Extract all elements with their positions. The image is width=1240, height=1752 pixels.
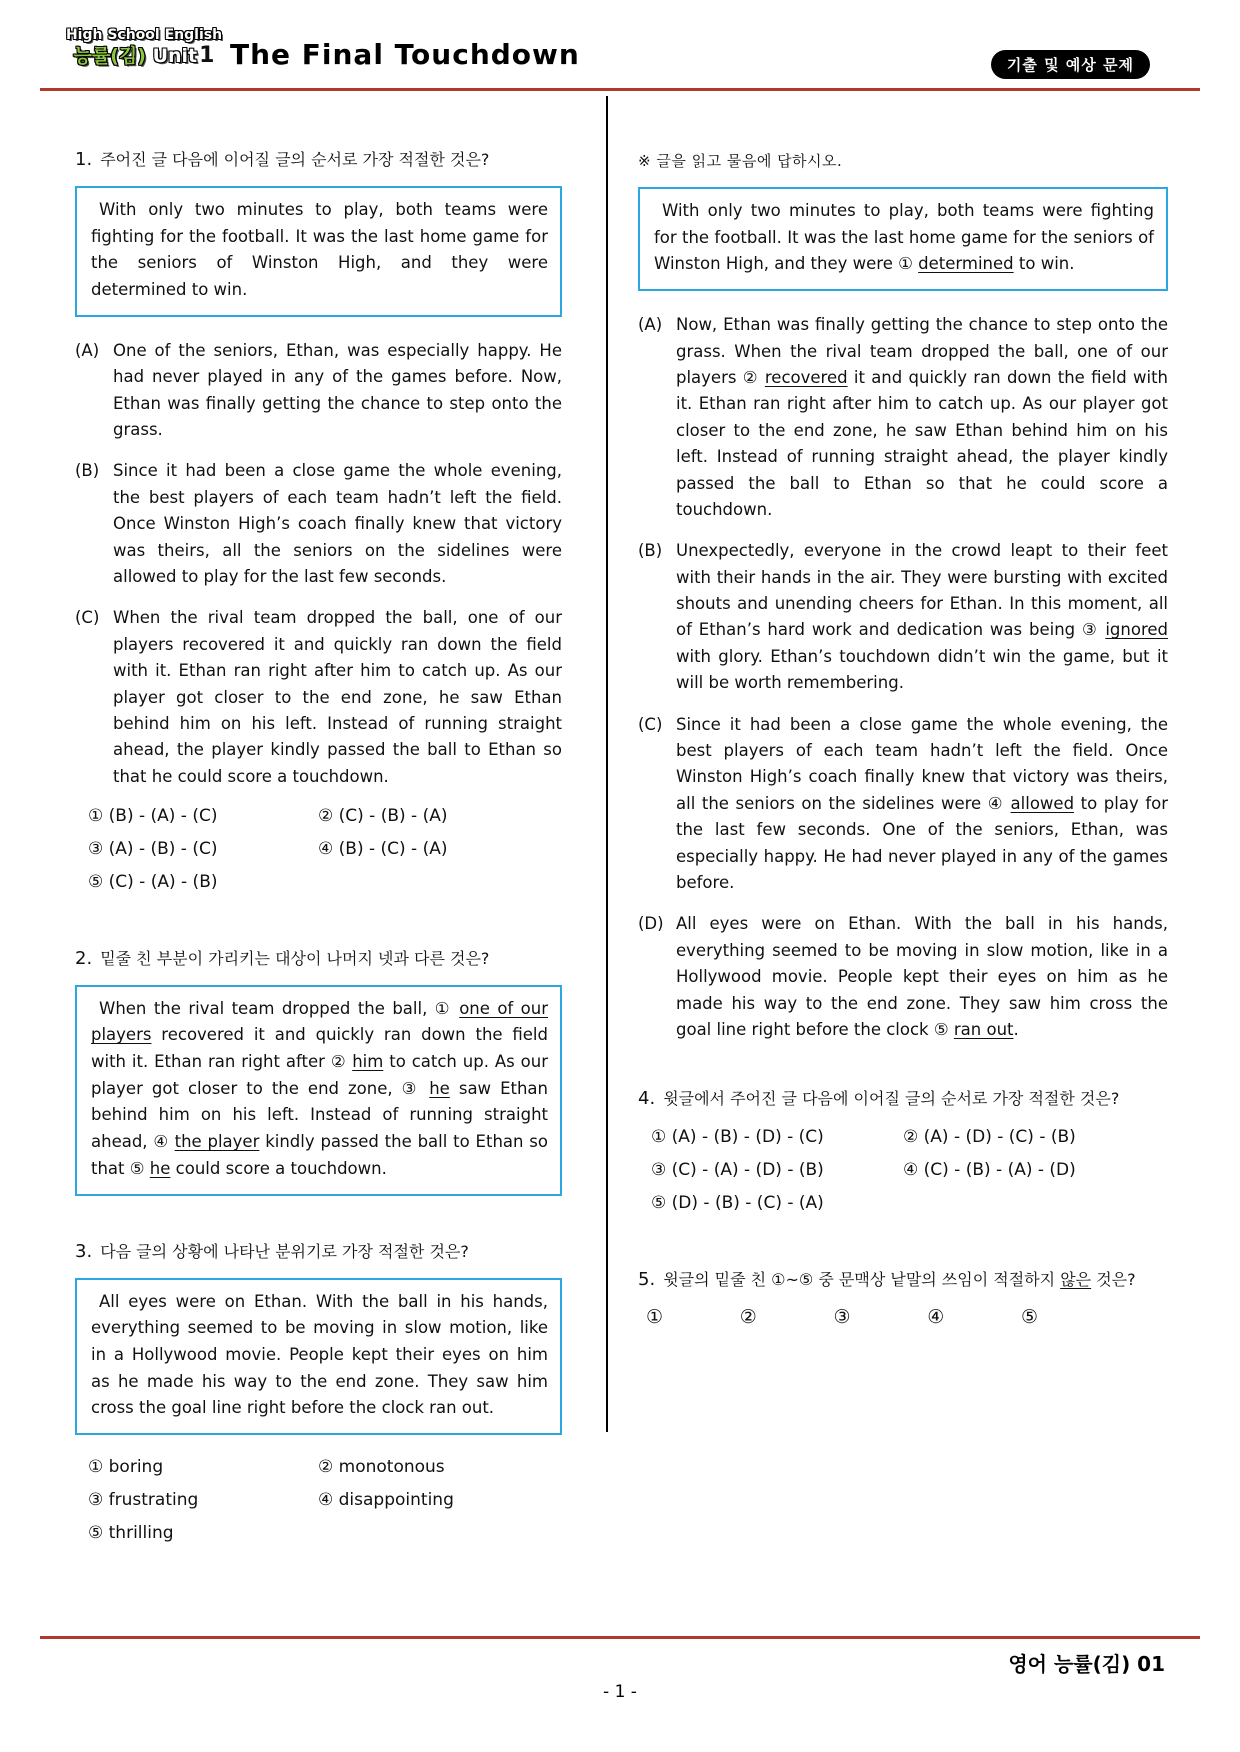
question-2-header [75, 945, 562, 972]
option-4: ④ [927, 1305, 945, 1328]
option-2: ② (A) - (D) - (C) - (B) [903, 1127, 1076, 1148]
paragraph-label: (B) [75, 461, 100, 481]
option-2: ② monotonous [318, 1457, 445, 1478]
paragraph-text: Since it had been a close game the whole evening, the best players of each team hadn’t left the field. Once Winston High’s coach finally knew that victory was theirs, all the seniors on the sidelines were ④ allowed to play for the last few seconds. One of the seniors, Ethan, was especially happy. He had never played in any of the games before. [676, 714, 1169, 892]
question-4 [638, 1085, 1168, 1215]
question-number: 4. [638, 1088, 656, 1110]
footer-book-label: 영어 능률(김) 01 [1008, 1652, 1165, 1676]
ordered-paragraph-D [638, 911, 1168, 1043]
option-4: ④ (B) - (C) - (A) [318, 838, 448, 859]
question-prompt: 주어진 글 다음에 이어질 글의 순서로 가장 적절한 것은? [100, 150, 490, 169]
question-4-header [638, 1085, 1168, 1112]
ordered-paragraph-A [638, 312, 1168, 523]
question-number: 3. [75, 1240, 93, 1262]
paragraph-label: (C) [638, 714, 663, 734]
page-title: The Final Touchdown [230, 38, 580, 71]
question-3-options [75, 1456, 562, 1545]
option-3: ③ [833, 1305, 851, 1328]
paragraph-text: One of the seniors, Ethan, was especially happy. He had never played in any of the games before. Now, Ethan was finally getting the chance to step onto the grass. [113, 340, 562, 440]
option-1: ① boring [88, 1457, 164, 1478]
option-2: ② [739, 1305, 757, 1328]
logo-unit-label: Unit [152, 45, 198, 68]
option-3: ③ (A) - (B) - (C) [88, 838, 218, 859]
left-column [75, 146, 562, 1546]
logo-unit-number: 1 [199, 43, 215, 69]
paragraph-text: When the rival team dropped the ball, one of our players recovered it and quickly ran down the field with it. Ethan ran right after him to catch up. As our player got closer to the end zone, he saw Ethan behind him on his left. Instead of running straight ahead, the player kindly passed the ball to Ethan so that he could score a touchdown. [113, 608, 562, 786]
header-rule [40, 88, 1200, 91]
option-5: ⑤ thrilling [88, 1522, 174, 1543]
question-3-header [75, 1238, 562, 1265]
passage-box: With only two minutes to play, both teams were fighting for the football. It was the last home game for the seniors of Winston High, and they were determined to win. [75, 186, 562, 317]
paragraph-text: Now, Ethan was finally getting the chance to step onto the grass. When the rival team dropped the ball, one of our players ② recovered it and quickly ran down the field with it. Ethan ran right after him to catch up. As our player got closer to the end zone, he saw Ethan behind him on his left. Instead of running straight ahead, the player kindly passed the ball to Ethan so that he could score a touchdown. [676, 315, 1169, 519]
question-number: 2. [75, 947, 93, 969]
brand-logo [64, 28, 224, 69]
option-3: ③ (C) - (A) - (D) - (B) [651, 1160, 824, 1181]
right-column [638, 146, 1168, 1328]
question-3 [75, 1238, 562, 1546]
paragraph-label: (A) [75, 340, 100, 360]
option-5: ⑤ (D) - (B) - (C) - (A) [651, 1192, 824, 1213]
ordered-paragraph-A [75, 338, 562, 444]
option-1: ① (B) - (A) - (C) [88, 806, 218, 827]
option-4: ④ disappointing [318, 1489, 454, 1510]
question-5 [638, 1266, 1168, 1328]
question-number: 5. [638, 1268, 656, 1290]
option-2: ② (C) - (B) - (A) [318, 806, 448, 827]
logo-line2 [64, 44, 224, 68]
paragraph-text: Unexpectedly, everyone in the crowd leapt to their feet with their hands in the air. They were bursting with excited shouts and unending cheers for Ethan. In this moment, all of Ethan’s hard work and dedication was being ③ ignored with glory. Ethan’s touchdown didn’t win the game, but it will be worth remembering. [676, 541, 1168, 693]
question-1 [75, 146, 562, 895]
question-2 [75, 945, 562, 1196]
paragraph-label: (D) [638, 914, 664, 934]
page-header [62, 28, 1200, 86]
option-4: ④ (C) - (B) - (A) - (D) [903, 1160, 1076, 1181]
question-prompt: 다음 글의 상황에 나타난 분위기로 가장 적절한 것은? [100, 1241, 469, 1261]
option-1: ① [646, 1305, 664, 1328]
ordered-paragraph-C [638, 712, 1168, 897]
question-5-options [638, 1306, 1038, 1328]
footer-page-number: - 1 - [603, 1682, 637, 1702]
ordered-paragraph-B [75, 458, 562, 590]
paragraph-text: Since it had been a close game the whole evening, the best players of each team hadn’t left the field. Once Winston High’s coach finally knew that victory was theirs, all the seniors on the sidelines were allowed to play for the last few seconds. [113, 461, 562, 586]
paragraph-label: (A) [638, 315, 663, 335]
option-3: ③ frustrating [88, 1489, 199, 1510]
ordered-paragraph-B [638, 538, 1168, 696]
question-number: 1. [75, 149, 93, 170]
paragraph-label: (B) [638, 541, 663, 561]
reading-instruction: ※ 글을 읽고 물음에 답하시오. [638, 152, 843, 170]
question-4-options [638, 1126, 1168, 1215]
paragraph-label: (C) [75, 608, 100, 628]
question-prompt: 윗글에서 주어진 글 다음에 이어질 글의 순서로 가장 적절한 것은? [663, 1089, 1120, 1109]
footer-rule [40, 1636, 1200, 1639]
option-5: ⑤ [1020, 1305, 1038, 1328]
question-prompt: 밑줄 친 부분이 가리키는 대상이 나머지 넷과 다른 것은? [100, 948, 490, 968]
question-1-header [75, 146, 562, 173]
passage-box: With only two minutes to play, both teams were fighting for the football. It was the last home game for the seniors of Winston High, and they were ① determined to win. [638, 187, 1168, 291]
question-prompt: 윗글의 밑줄 친 ①~⑤ 중 문맥상 낱말의 쓰임이 적절하지 않은 것은? [663, 1269, 1136, 1289]
passage-box: All eyes were on Ethan. With the ball in his hands, everything seemed to be moving in slow motion, like in a Hollywood movie. People kept their eyes on him as he made his way to the end zone. They saw him cross the goal line right before the clock ran out. [75, 1278, 562, 1436]
logo-line1: High School English [65, 27, 223, 43]
column-divider [606, 96, 608, 1432]
option-5: ⑤ (C) - (A) - (B) [88, 871, 218, 892]
paragraph-text: All eyes were on Ethan. With the ball in his hands, everything seemed to be moving in slow motion, like in a Hollywood movie. People kept their eyes on him as he made his way to the end zone. They saw him cross the goal line right before the clock ⑤ ran out. [676, 914, 1168, 1039]
passage-box: When the rival team dropped the ball, ① one of our players recovered it and quickly ran down the field with it. Ethan ran right after ② him to catch up. As our player got closer to the end zone, ③ he saw Ethan behind him on his left. Instead of running straight ahead, ④ the player kindly passed the ball to Ethan so that ⑤ he could score a touchdown. [75, 985, 562, 1196]
exam-type-badge: 기출 및 예상 문제 [991, 50, 1150, 79]
question-1-options [75, 805, 562, 894]
option-1: ① (A) - (B) - (D) - (C) [651, 1127, 824, 1148]
question-5-header [638, 1266, 1168, 1293]
logo-series-label: 능률(김) [73, 45, 146, 68]
ordered-paragraph-C [75, 605, 562, 790]
